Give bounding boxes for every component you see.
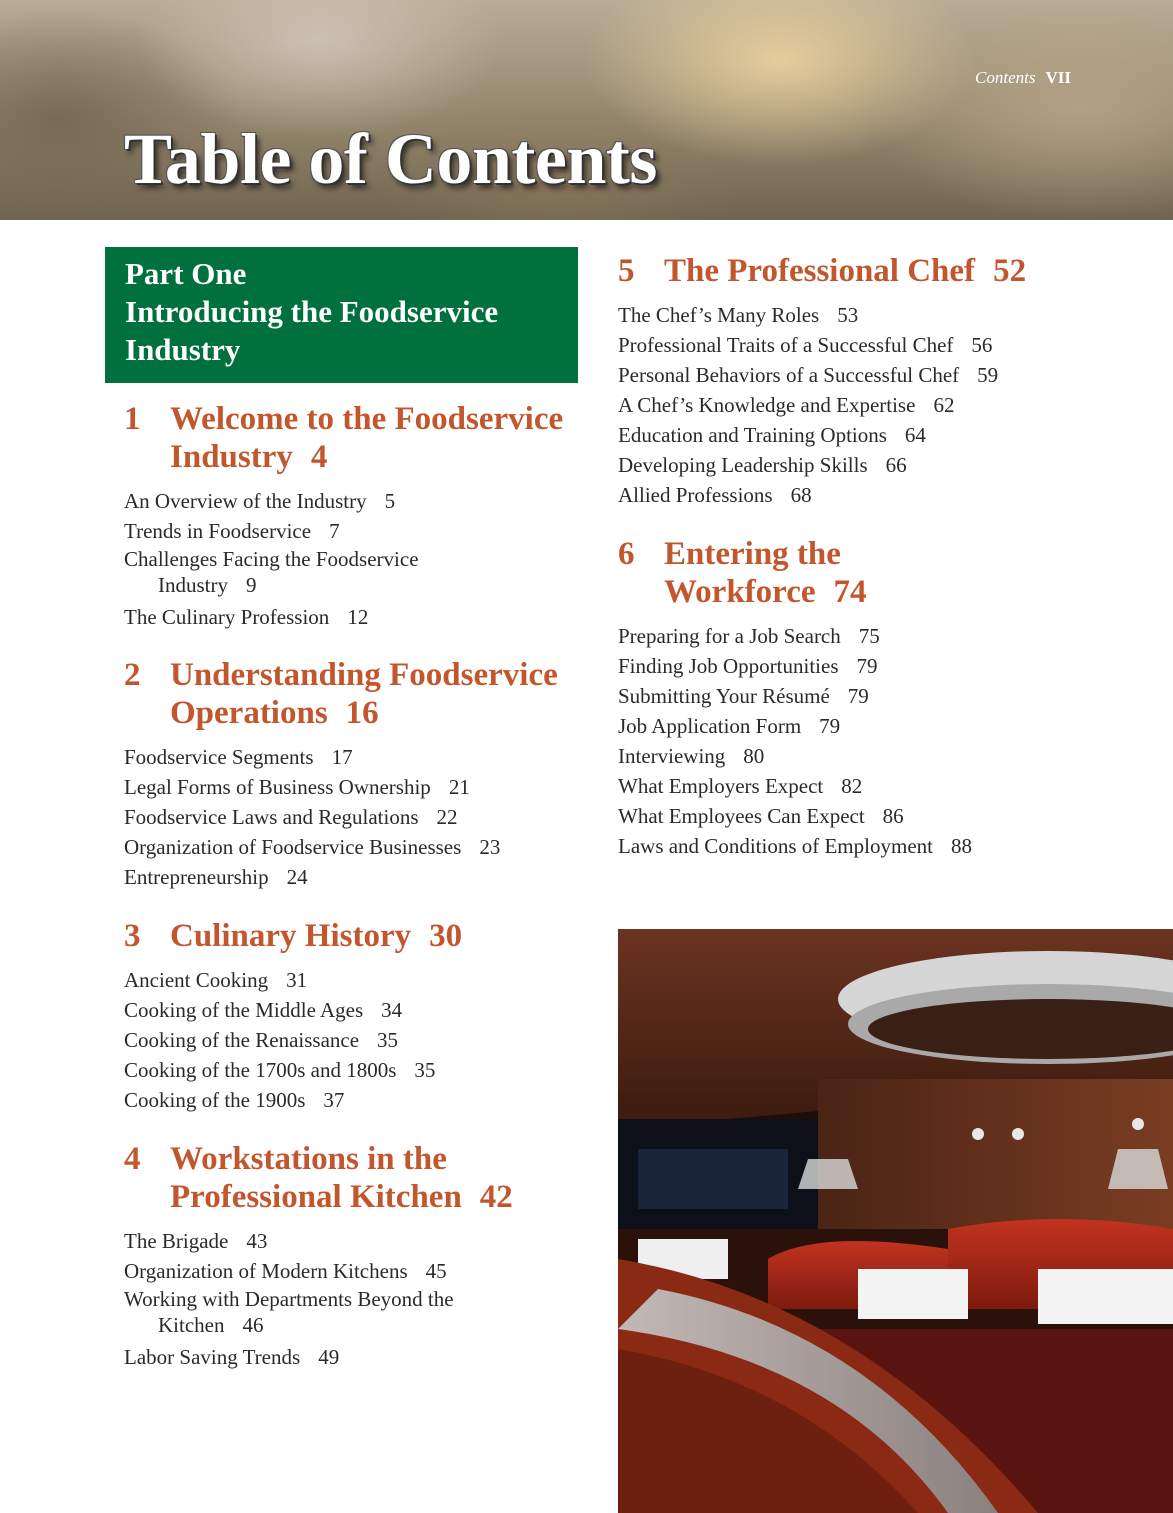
- section-item[interactable]: [124, 486, 594, 516]
- section-page: 24: [286, 865, 308, 889]
- section-item[interactable]: [124, 1226, 594, 1256]
- section-page: 5: [384, 489, 396, 513]
- section-item[interactable]: [618, 651, 1158, 681]
- section-page: 80: [743, 744, 765, 768]
- section-item[interactable]: [124, 546, 594, 602]
- section-item[interactable]: [124, 516, 594, 546]
- section-title: Laws and Conditions of Employment: [618, 834, 933, 858]
- section-title: Finding Job Opportunities: [618, 654, 839, 678]
- part-one-box: [105, 247, 578, 383]
- chapter-heading[interactable]: [124, 1140, 594, 1216]
- section-page: 79: [819, 714, 841, 738]
- section-title: Personal Behaviors of a Successful Chef: [618, 363, 960, 387]
- section-item[interactable]: [618, 420, 1158, 450]
- part-title-line1: Introducing the Foodservice: [125, 294, 499, 329]
- chapter-title-line1: The Professional Chef: [664, 253, 976, 289]
- chapter-title-line1: Understanding Foodservice: [170, 657, 558, 693]
- section-item[interactable]: [618, 711, 1158, 741]
- section-title: Allied Professions: [618, 483, 773, 507]
- chapter-page: 4: [310, 439, 328, 475]
- section-item[interactable]: [618, 390, 1158, 420]
- chapter-title-line2: Workforce: [664, 574, 816, 610]
- section-page: 82: [841, 774, 863, 798]
- header-banner: [0, 0, 1173, 220]
- section-title: Cooking of the Middle Ages: [124, 998, 364, 1022]
- section-title: Labor Saving Trends: [124, 1345, 301, 1369]
- section-item[interactable]: [618, 831, 1158, 861]
- section-item[interactable]: [124, 602, 594, 632]
- chapter-heading[interactable]: [124, 917, 594, 955]
- chapter-title-line1: Culinary History: [170, 918, 412, 954]
- chapter-title-line1: Workstations in the: [170, 1141, 447, 1177]
- chapter-number: 3: [124, 918, 141, 954]
- section-list: [124, 486, 594, 632]
- chapter-number: 6: [618, 536, 635, 572]
- section-page: 59: [977, 363, 999, 387]
- chapter-title-line2: Professional Kitchen: [170, 1179, 462, 1215]
- page-title: Table of Contents: [124, 119, 657, 199]
- section-title: Legal Forms of Business Ownership: [124, 775, 431, 799]
- section-item[interactable]: [124, 1342, 594, 1372]
- chapter-number: 4: [124, 1141, 141, 1177]
- chapter-title: [170, 400, 563, 476]
- section-title: Job Application Form: [618, 714, 802, 738]
- section-title: What Employers Expect: [618, 774, 824, 798]
- section-title: An Overview of the Industry: [124, 489, 367, 513]
- section-page: 75: [858, 624, 880, 648]
- chapter-title-line2: Operations: [170, 695, 328, 731]
- section-item[interactable]: [124, 1055, 594, 1085]
- section-list: [618, 621, 1158, 861]
- section-page: 46: [242, 1313, 264, 1337]
- section-page: 86: [882, 804, 904, 828]
- chapter-6: [618, 535, 1158, 861]
- section-page: 45: [425, 1259, 447, 1283]
- chapter-page: 16: [345, 695, 379, 731]
- chapter-page: 74: [833, 574, 867, 610]
- section-page: 79: [847, 684, 869, 708]
- section-page: 49: [318, 1345, 340, 1369]
- chapter-heading[interactable]: [618, 252, 1158, 290]
- section-title: Organization of Foodservice Businesses: [124, 835, 462, 859]
- part-title-line2: Industry: [125, 332, 241, 367]
- chapter-title-line2: Industry: [170, 439, 293, 475]
- section-title: Preparing for a Job Search: [618, 624, 841, 648]
- chapter-title: [170, 656, 558, 732]
- chapter-title: [664, 252, 1026, 290]
- section-title-cont: Kitchen: [158, 1313, 225, 1337]
- chapter-number: 5: [618, 253, 635, 289]
- section-page: 12: [347, 605, 369, 629]
- section-item[interactable]: [124, 1085, 594, 1115]
- section-title: Challenges Facing the Foodservice: [124, 547, 419, 571]
- section-item[interactable]: [124, 1025, 594, 1055]
- chapter-page: 52: [993, 253, 1027, 289]
- section-item[interactable]: [618, 771, 1158, 801]
- chapter-number: 2: [124, 657, 141, 693]
- restaurant-photo: [618, 929, 1173, 1513]
- section-page: 9: [246, 573, 257, 597]
- section-item[interactable]: [124, 772, 594, 802]
- section-item[interactable]: [618, 450, 1158, 480]
- chapter-2: [124, 656, 594, 892]
- chapter-page: 30: [429, 918, 463, 954]
- section-page: 35: [377, 1028, 399, 1052]
- running-head: [975, 68, 1071, 88]
- section-title-cont: Industry: [158, 573, 228, 597]
- section-item[interactable]: [124, 832, 594, 862]
- chapter-title-line1: Entering the: [664, 536, 841, 572]
- section-page: 56: [971, 333, 993, 357]
- section-item[interactable]: [618, 621, 1158, 651]
- section-page: 79: [856, 654, 878, 678]
- chapter-heading[interactable]: [618, 535, 1158, 611]
- chapter-title: [170, 917, 462, 955]
- section-title: Entrepreneurship: [124, 865, 269, 889]
- section-item[interactable]: [124, 1286, 594, 1342]
- section-page: 88: [950, 834, 972, 858]
- section-page: 43: [246, 1229, 268, 1253]
- section-title: Submitting Your Résumé: [618, 684, 830, 708]
- section-title: The Culinary Profession: [124, 605, 330, 629]
- section-page: 21: [448, 775, 470, 799]
- section-list: [124, 742, 594, 892]
- section-page: 31: [286, 968, 308, 992]
- running-head-page: VII: [1045, 68, 1071, 87]
- section-title: Interviewing: [618, 744, 726, 768]
- chapter-title: [170, 1140, 513, 1216]
- chapter-number: 1: [124, 401, 141, 437]
- section-item[interactable]: [618, 300, 1158, 330]
- section-title: The Chef’s Many Roles: [618, 303, 820, 327]
- chapter-title: [664, 535, 867, 611]
- section-title: Working with Departments Beyond the: [124, 1287, 454, 1311]
- section-title: Cooking of the 1700s and 1800s: [124, 1058, 397, 1082]
- section-title: Ancient Cooking: [124, 968, 269, 992]
- section-title: A Chef’s Knowledge and Expertise: [618, 393, 916, 417]
- section-item[interactable]: [124, 742, 594, 772]
- section-title: Cooking of the Renaissance: [124, 1028, 360, 1052]
- part-label: Part One: [125, 256, 247, 291]
- section-page: 37: [323, 1088, 345, 1112]
- section-item[interactable]: [618, 681, 1158, 711]
- section-title: Professional Traits of a Successful Chef: [618, 333, 954, 357]
- section-page: 53: [837, 303, 859, 327]
- section-item[interactable]: [618, 360, 1158, 390]
- section-title: Foodservice Laws and Regulations: [124, 805, 419, 829]
- section-item[interactable]: [618, 330, 1158, 360]
- section-page: 34: [381, 998, 403, 1022]
- section-item[interactable]: [618, 741, 1158, 771]
- section-page: 23: [479, 835, 501, 859]
- section-page: 22: [436, 805, 458, 829]
- section-list: [124, 965, 594, 1115]
- section-list: [618, 300, 1158, 510]
- section-item[interactable]: [618, 801, 1158, 831]
- running-head-label: Contents: [975, 68, 1036, 87]
- section-item[interactable]: [124, 862, 594, 892]
- chapter-page: 42: [479, 1179, 513, 1215]
- chapter-title-line1: Welcome to the Foodservice: [170, 401, 564, 437]
- section-title: Education and Training Options: [618, 423, 887, 447]
- section-item[interactable]: [124, 965, 594, 995]
- section-item[interactable]: [124, 995, 594, 1025]
- restaurant-photo-illustration: [618, 929, 1173, 1513]
- section-title: Trends in Foodservice: [124, 519, 312, 543]
- chapter-1: [124, 400, 594, 632]
- section-list: [124, 1226, 594, 1372]
- section-page: 68: [790, 483, 812, 507]
- section-title: Organization of Modern Kitchens: [124, 1259, 408, 1283]
- section-title: Foodservice Segments: [124, 745, 314, 769]
- section-title: What Employees Can Expect: [618, 804, 865, 828]
- section-page: 35: [414, 1058, 436, 1082]
- section-title: The Brigade: [124, 1229, 229, 1253]
- section-page: 62: [933, 393, 955, 417]
- section-title: Cooking of the 1900s: [124, 1088, 306, 1112]
- section-title: Developing Leadership Skills: [618, 453, 868, 477]
- chapter-3: [124, 917, 594, 1115]
- chapter-4: [124, 1140, 594, 1372]
- chapter-heading[interactable]: [124, 656, 594, 732]
- chapter-5: [618, 252, 1158, 510]
- chapter-heading[interactable]: [124, 400, 594, 476]
- section-item[interactable]: [124, 1256, 594, 1286]
- section-page: 66: [885, 453, 907, 477]
- section-item[interactable]: [124, 802, 594, 832]
- section-item[interactable]: [618, 480, 1158, 510]
- section-page: 7: [329, 519, 340, 543]
- section-page: 64: [904, 423, 926, 447]
- section-page: 17: [331, 745, 353, 769]
